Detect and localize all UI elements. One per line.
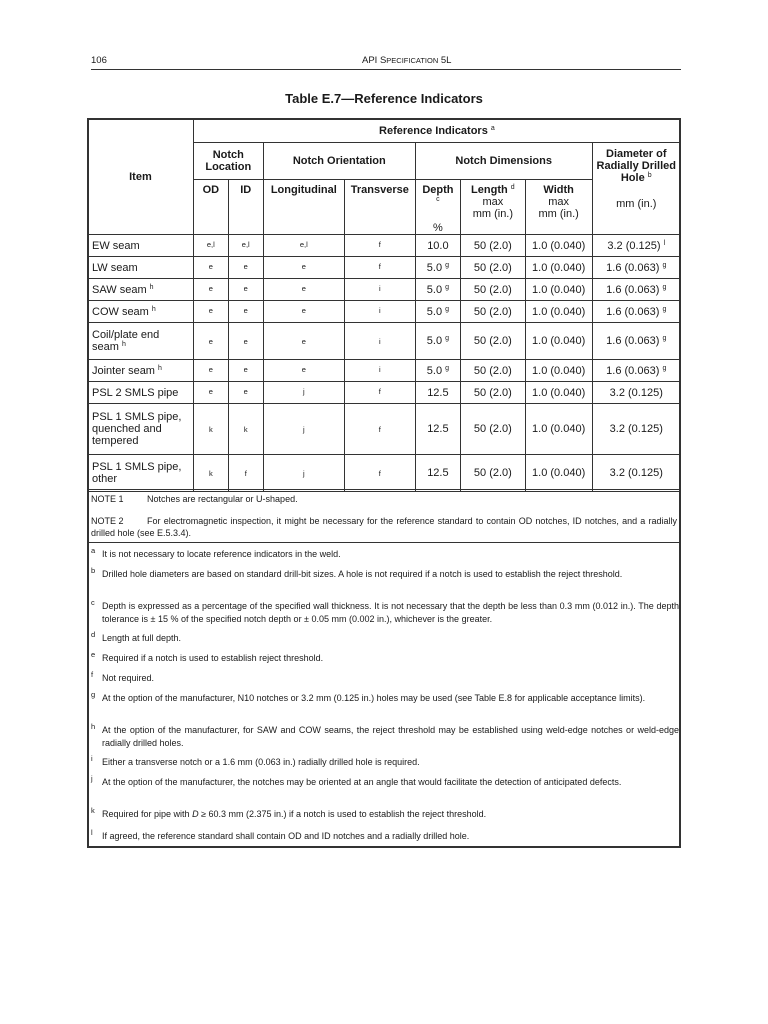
row-item: Jointer seam $^h$ xyxy=(88,360,194,382)
table-row xyxy=(88,301,681,323)
footnote-l: l If agreed, the reference standard shall contain OD and ID notches and a radially drilled hole. xyxy=(91,828,470,841)
running-title: API SPECIFICATION 5L xyxy=(362,55,452,66)
cell-id: e,l xyxy=(228,235,263,257)
cell-length: 50 (2.0) xyxy=(461,455,526,492)
cell-od: e xyxy=(193,360,228,382)
header-length: Length $^d$ max mm (in.) xyxy=(461,180,526,235)
cell-longitudinal: e xyxy=(263,257,344,279)
row-item: PSL 1 SMLS pipe, other xyxy=(88,455,194,492)
cell-depth: 10.0 xyxy=(415,235,460,257)
cell-transverse: i xyxy=(344,323,415,360)
table-notes xyxy=(87,489,681,543)
cell-id: f xyxy=(228,455,263,492)
footnote-h: h At the option of the manufacturer, for SAW and COW seams, the reject threshold may be established using weld-edge notches or weld-edge radially drilled holes. xyxy=(91,722,679,748)
header-diameter: Diameter of Radially Drilled Hole $^b$ mm (in.) xyxy=(592,143,680,235)
note-2: NOTE 2 For electromagnetic inspection, it might be necessary for the reference standard to contain OD notches, ID notches, and a radially drilled hole (see E.5.3.4). xyxy=(91,516,677,538)
cell-od: e xyxy=(193,257,228,279)
cell-id: e xyxy=(228,301,263,323)
page-number: 106 xyxy=(91,55,107,66)
table-row xyxy=(88,382,681,404)
cell-length: 50 (2.0) xyxy=(461,301,526,323)
cell-diameter: 1.6 (0.063) $^g$ xyxy=(592,257,680,279)
row-item: EW seam xyxy=(88,235,194,257)
cell-diameter: 1.6 (0.063) $^g$ xyxy=(592,360,680,382)
reference-indicators-table xyxy=(87,118,681,492)
header-width: Width max mm (in.) xyxy=(525,180,592,235)
cell-id: e xyxy=(228,323,263,360)
cell-id: e xyxy=(228,257,263,279)
cell-width: 1.0 (0.040) xyxy=(525,360,592,382)
cell-od: k xyxy=(193,455,228,492)
cell-longitudinal: e xyxy=(263,323,344,360)
cell-od: e xyxy=(193,279,228,301)
cell-depth: 12.5 xyxy=(415,382,460,404)
note-1: NOTE 1 Notches are rectangular or U-shaped. xyxy=(91,494,298,504)
header-notch-orientation: Notch Orientation xyxy=(263,143,415,180)
cell-length: 50 (2.0) xyxy=(461,235,526,257)
cell-longitudinal: e xyxy=(263,301,344,323)
cell-depth: 5.0 $^g$ xyxy=(415,257,460,279)
header-transverse: Transverse xyxy=(344,180,415,235)
cell-width: 1.0 (0.040) xyxy=(525,301,592,323)
cell-id: e xyxy=(228,279,263,301)
cell-diameter: 1.6 (0.063) $^g$ xyxy=(592,279,680,301)
cell-od: e,l xyxy=(193,235,228,257)
cell-longitudinal: e xyxy=(263,279,344,301)
row-item: Coil/plate end seam $^h$ xyxy=(88,323,194,360)
header-item: Item xyxy=(88,119,194,235)
cell-depth: 12.5 xyxy=(415,455,460,492)
table-title: Table E.7—Reference Indicators xyxy=(285,91,483,106)
footnote-g: g At the option of the manufacturer, N10 notches or 3.2 mm (0.125 in.) holes may be used (see Table E.8 for applicable acceptance limits). xyxy=(91,690,646,703)
cell-longitudinal: e,l xyxy=(263,235,344,257)
footnote-d: d Length at full depth. xyxy=(91,630,182,643)
cell-depth: 5.0 $^g$ xyxy=(415,301,460,323)
cell-longitudinal: e xyxy=(263,360,344,382)
cell-od: k xyxy=(193,404,228,455)
cell-width: 1.0 (0.040) xyxy=(525,257,592,279)
cell-length: 50 (2.0) xyxy=(461,279,526,301)
cell-diameter: 3.2 (0.125) xyxy=(592,382,680,404)
cell-diameter: 3.2 (0.125) xyxy=(592,455,680,492)
footnote-i: i Either a transverse notch or a 1.6 mm (0.063 in.) radially drilled hole is required. xyxy=(91,754,420,767)
cell-width: 1.0 (0.040) xyxy=(525,404,592,455)
row-item: SAW seam $^h$ xyxy=(88,279,194,301)
table-row xyxy=(88,404,681,455)
cell-width: 1.0 (0.040) xyxy=(525,235,592,257)
row-item: PSL 1 SMLS pipe, quenched and tempered xyxy=(88,404,194,455)
footnote-f: f Not required. xyxy=(91,670,155,683)
cell-width: 1.0 (0.040) xyxy=(525,279,592,301)
row-item: PSL 2 SMLS pipe xyxy=(88,382,194,404)
footnote-e: e Required if a notch is used to establish reject threshold. xyxy=(91,650,324,663)
cell-transverse: i xyxy=(344,279,415,301)
cell-id: k xyxy=(228,404,263,455)
footnote-c: c Depth is expressed as a percentage of the specified wall thickness. It is not necessary that the depth be less than 0.3 mm (0.012 in.). The depth tolerance is ± 15 % of the specified notch depth or ± 0.05 mm (0.002 in.), whichever is the greater. xyxy=(91,598,679,624)
cell-diameter: 1.6 (0.063) $^g$ xyxy=(592,301,680,323)
header-id: ID xyxy=(228,180,263,235)
header-notch-dimensions: Notch Dimensions xyxy=(415,143,592,180)
cell-length: 50 (2.0) xyxy=(461,404,526,455)
cell-depth: 5.0 $^g$ xyxy=(415,279,460,301)
cell-diameter: 3.2 (0.125) $^l$ xyxy=(592,235,680,257)
cell-length: 50 (2.0) xyxy=(461,382,526,404)
footnote-j: j At the option of the manufacturer, the notches may be oriented at an angle that would facilitate the detection of anticipated defects. xyxy=(91,774,622,787)
row-item: LW seam xyxy=(88,257,194,279)
cell-od: e xyxy=(193,382,228,404)
header-longitudinal: Longitudinal xyxy=(263,180,344,235)
cell-od: e xyxy=(193,323,228,360)
table-row xyxy=(88,279,681,301)
cell-transverse: f xyxy=(344,382,415,404)
table-row xyxy=(88,235,681,257)
cell-width: 1.0 (0.040) xyxy=(525,382,592,404)
cell-id: e xyxy=(228,360,263,382)
page-header xyxy=(91,55,681,70)
header-depth: Depth $^c$ % xyxy=(415,180,460,235)
cell-longitudinal: j xyxy=(263,382,344,404)
table-row xyxy=(88,455,681,492)
cell-id: e xyxy=(228,382,263,404)
cell-transverse: f xyxy=(344,257,415,279)
table-row xyxy=(88,257,681,279)
footnote-a: a It is not necessary to locate reference indicators in the weld. xyxy=(91,546,341,559)
footnote-b: b Drilled hole diameters are based on standard drill-bit sizes. A hole is not required if a notch is used to establish the reject threshold. xyxy=(91,566,623,579)
cell-length: 50 (2.0) xyxy=(461,360,526,382)
cell-width: 1.0 (0.040) xyxy=(525,323,592,360)
header-notch-location: Notch Location xyxy=(193,143,263,180)
cell-transverse: f xyxy=(344,455,415,492)
cell-transverse: i xyxy=(344,301,415,323)
table-row xyxy=(88,360,681,382)
table-row xyxy=(88,323,681,360)
cell-transverse: f xyxy=(344,404,415,455)
cell-longitudinal: j xyxy=(263,404,344,455)
cell-transverse: i xyxy=(344,360,415,382)
cell-depth: 12.5 xyxy=(415,404,460,455)
cell-diameter: 3.2 (0.125) xyxy=(592,404,680,455)
cell-diameter: 1.6 (0.063) $^g$ xyxy=(592,323,680,360)
header-reference-indicators: Reference Indicators $^a$ xyxy=(193,119,680,143)
cell-transverse: f xyxy=(344,235,415,257)
cell-length: 50 (2.0) xyxy=(461,257,526,279)
cell-width: 1.0 (0.040) xyxy=(525,455,592,492)
cell-longitudinal: j xyxy=(263,455,344,492)
cell-depth: 5.0 $^g$ xyxy=(415,323,460,360)
cell-length: 50 (2.0) xyxy=(461,323,526,360)
cell-depth: 5.0 $^g$ xyxy=(415,360,460,382)
footnote-k: k Required for pipe with D ≥ 60.3 mm (2.375 in.) if a notch is used to establish the reject threshold. xyxy=(91,806,487,819)
header-od: OD xyxy=(193,180,228,235)
cell-od: e xyxy=(193,301,228,323)
row-item: COW seam $^h$ xyxy=(88,301,194,323)
